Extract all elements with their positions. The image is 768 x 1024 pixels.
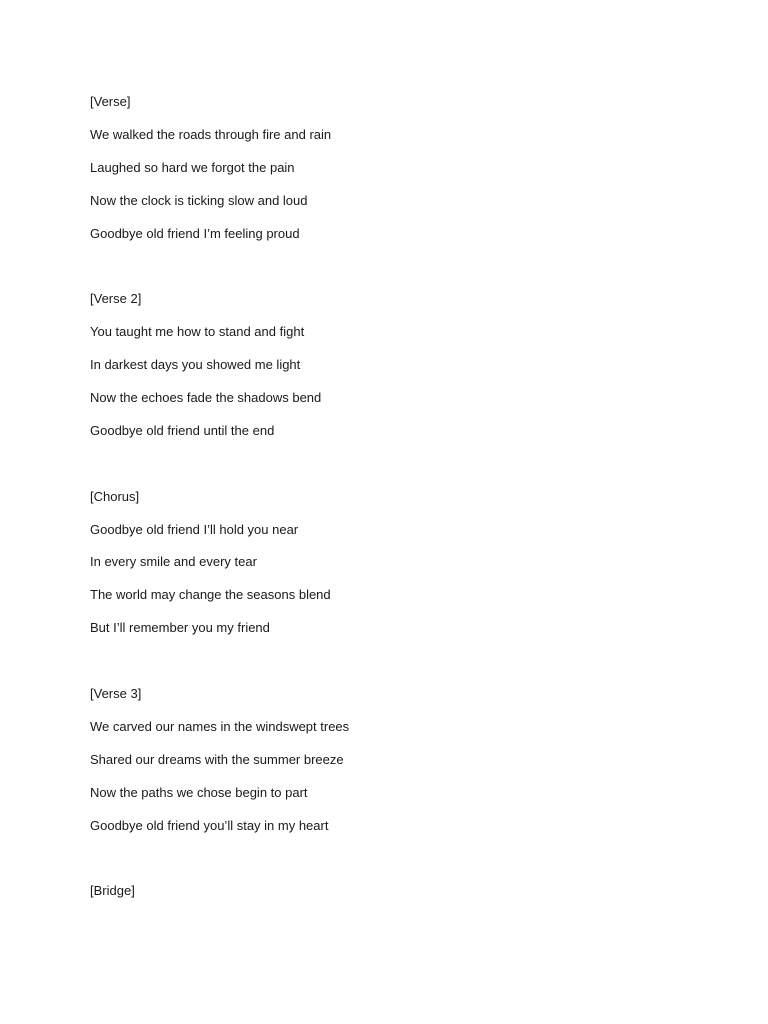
section-heading: [Verse] (90, 94, 131, 109)
section-heading: [Verse 3] (90, 686, 142, 702)
section-heading: [Chorus] (90, 488, 140, 504)
lyric-line: Goodbye old friend you’ll stay in my heart (90, 817, 329, 833)
lyric-line: But I’ll remember you my friend (90, 620, 270, 636)
lyric-line: You taught me how to stand and fight (90, 324, 305, 340)
lyric-line: Goodbye old friend until the end (90, 422, 275, 438)
lyric-line: The world may change the seasons blend (90, 587, 331, 603)
lyrics-body (90, 92, 690, 914)
lyric-line: Laughed so hard we forgot the pain (90, 159, 295, 175)
lyric-line: We walked the roads through fire and rain (90, 126, 332, 142)
section-heading: [Bridge] (90, 883, 135, 899)
lyric-line: In every smile and every tear (90, 554, 257, 570)
lyric-line: Now the clock is ticking slow and loud (90, 192, 308, 208)
blank-line (90, 454, 690, 473)
lyric-line: Goodbye old friend I’m feeling proud (90, 225, 300, 241)
blank-line (90, 256, 690, 275)
lyric-line: Now the echoes fade the shadows bend (90, 390, 322, 406)
lyric-line: Shared our dreams with the summer breeze (90, 751, 344, 767)
lyric-line: We carved our names in the windswept trees (90, 718, 350, 734)
blank-line (90, 651, 690, 670)
blank-line (90, 848, 690, 867)
section-heading: [Verse 2] (90, 291, 142, 307)
lyric-line: In darkest days you showed me light (90, 357, 301, 373)
lyric-line: Now the paths we chose begin to part (90, 784, 308, 800)
lyric-line: Goodbye old friend I’ll hold you near (90, 521, 299, 537)
